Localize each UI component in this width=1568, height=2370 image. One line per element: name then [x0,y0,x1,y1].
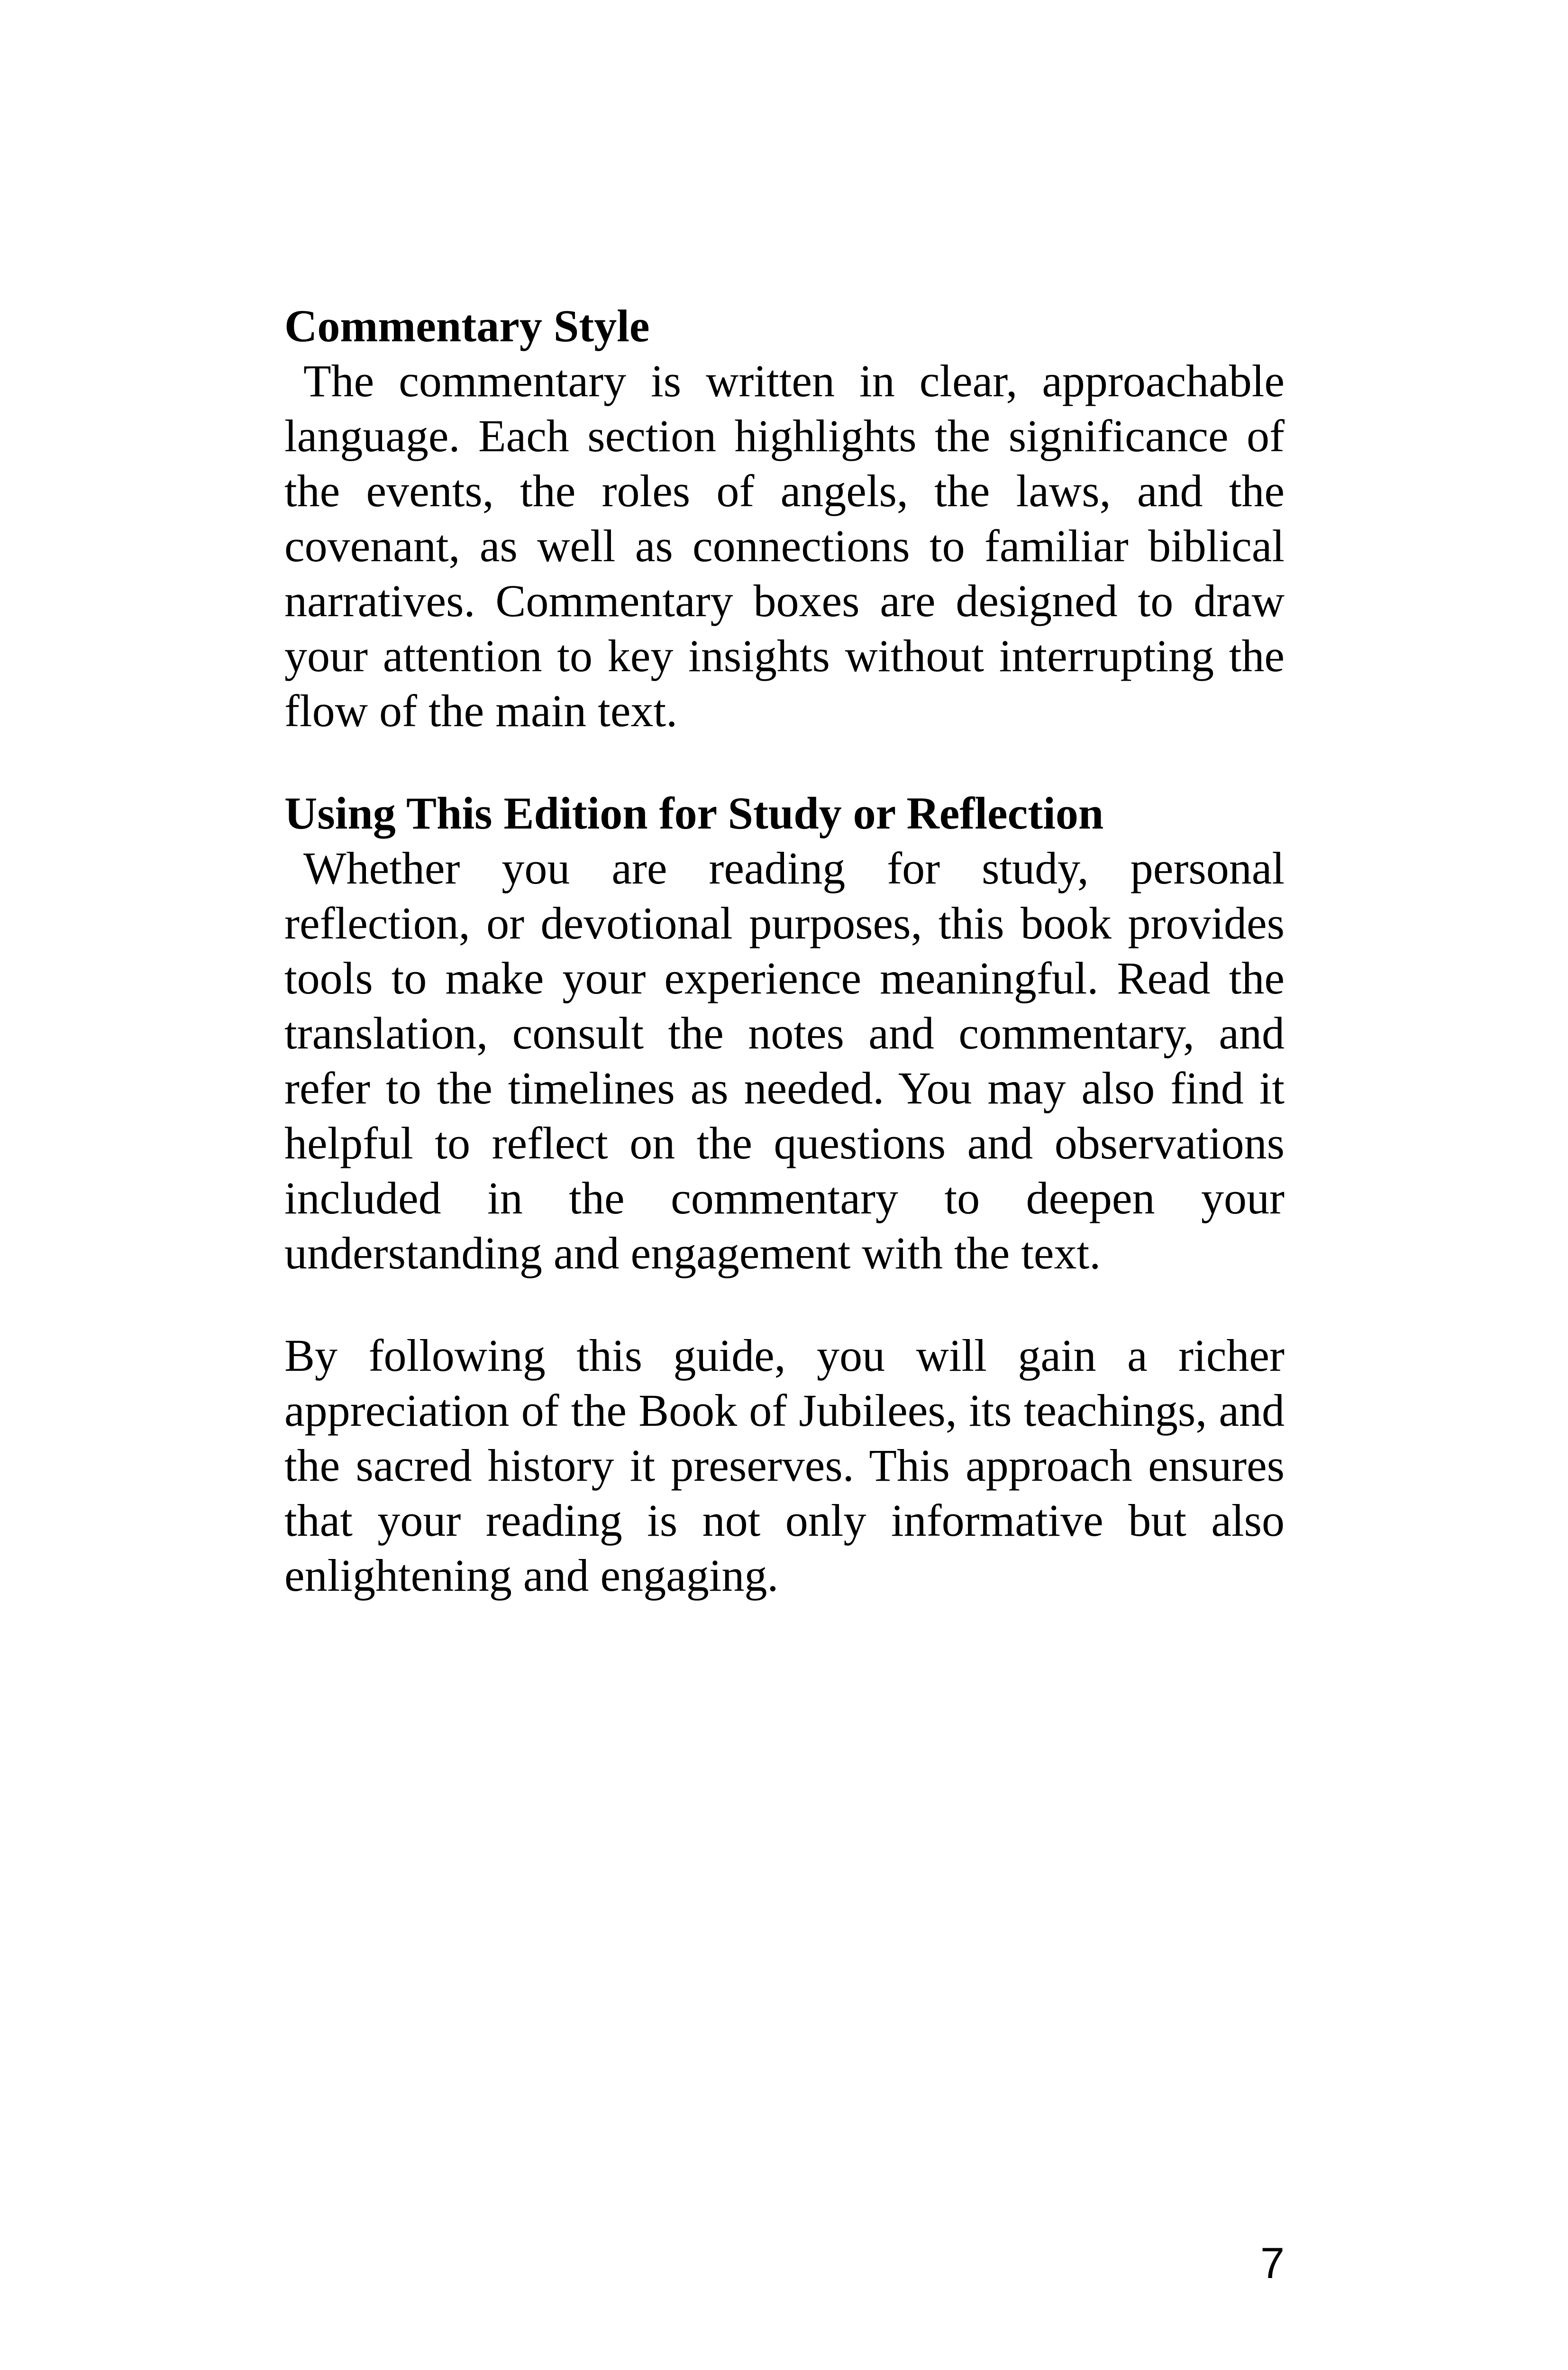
section-heading: Commentary Style [284,301,650,351]
page-text-block [284,299,1285,1603]
section-commentary-style [284,299,1285,738]
closing-paragraph: By following this guide, you will gain a richer appreciation of the Book of Jubilees, its teachings, and the sacred history it preserves. This approach ensures that your reading is not only informative but also enlightening and engaging. [284,1330,1285,1601]
section-using-this-edition [284,786,1285,1281]
page-number: 7 [1260,2239,1285,2288]
section-heading: Using This Edition for Study or Reflection [284,788,1104,839]
section-paragraph: Whether you are reading for study, personal reflection, or devotional purposes, this book provides tools to make your experience meaningful. Read the translation, consult the notes and commentary, and refer to the timelines as needed. You may also find it helpful to reflect on the questions and observations included in the commentary to deepen your understanding and engagement with the text. [284,843,1285,1278]
section-paragraph: The commentary is written in clear, approachable language. Each section highlights the significance of the events, the roles of angels, the laws, and the covenant, as well as connections to familiar biblical narratives. Commentary boxes are designed to draw your attention to key insights without interrupting the flow of the main text. [284,356,1285,736]
